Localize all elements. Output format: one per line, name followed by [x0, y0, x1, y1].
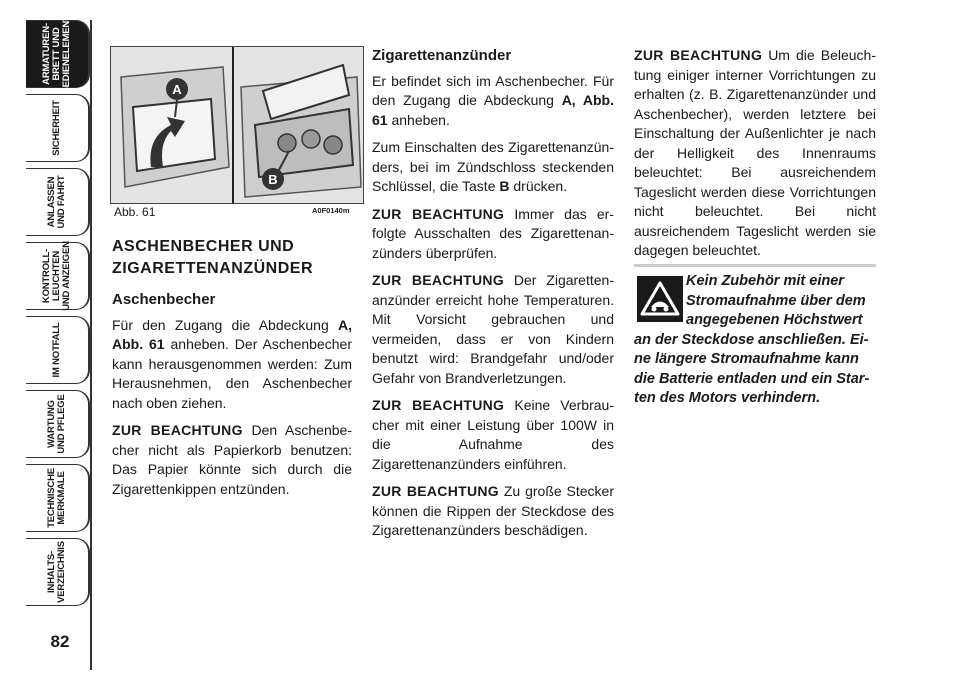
note-keyword: ZUR BEACHTUNG	[372, 272, 504, 288]
warning-text: Kein Zubehör mit einer Stromaufnahme über dem angegebenen Höchstwert an der Steckdose anschließen. Eine längere Stromaufnahme kann die Batterie entladen und ein Starten des Motors verhindern.	[634, 273, 870, 406]
column-1	[112, 236, 352, 507]
subheading-zigarettenanzuender: Zigarettenanzünder	[372, 47, 512, 64]
column-2	[372, 46, 614, 549]
button-reference: B	[499, 178, 510, 194]
figure-caption: Abb. 61	[114, 205, 156, 219]
note-keyword: ZUR BEACHTUNG	[372, 483, 499, 499]
section-heading: ASCHENBECHER UND ZIGARETTENANZÜNDER	[112, 238, 313, 277]
column-3	[634, 46, 876, 269]
note-keyword: ZUR BEACHTUNG	[634, 47, 763, 63]
paragraph	[372, 72, 614, 131]
paragraph	[372, 271, 614, 388]
paragraph	[634, 46, 876, 261]
text: anheben.	[387, 111, 450, 128]
figure-reference: A, Abb. 61	[372, 92, 614, 128]
warning-rule	[634, 264, 876, 267]
paragraph	[112, 421, 352, 499]
text: anheben. Der Aschenbecher kann herausgenommen werden: Zum Herausnehmen, den Aschenbecher nach oben ziehen.	[112, 336, 352, 411]
sidebar-divider	[90, 20, 92, 670]
paragraph	[372, 138, 614, 197]
figure-reference: A, Abb. 61	[112, 316, 352, 352]
paragraph	[372, 396, 614, 474]
tab-label: WARTUNG UND PFLEGE	[46, 394, 67, 454]
paragraph	[372, 482, 614, 541]
figure-code: A0F0140m	[312, 206, 350, 215]
text: Zu große Stecker können die Rippen der Steckdose des Zigarettenanzünders beschädigen.	[372, 483, 614, 538]
tab-label: KONTROLL- LEUCHTEN UND ANZEIGEN	[41, 241, 72, 311]
callout-b: B	[268, 172, 278, 187]
warning-box	[634, 272, 876, 409]
text: Für den Zugang die Abdeckung	[112, 316, 338, 333]
tab-wartung[interactable]	[26, 390, 90, 458]
subheading-aschenbecher: Aschenbecher	[112, 291, 216, 308]
text: Zum Einschalten des Zigarettenanzünders, bei im Zündschloss steckenden Schlüssel, die Taste	[372, 139, 614, 194]
paragraph	[372, 205, 614, 264]
figure-ashtray	[110, 46, 364, 204]
tab-label: ARMATUREN- BRETT UND BEDIENELEMENTE	[41, 9, 72, 94]
chapter-tabs	[26, 9, 90, 620]
tab-label: ANLASSEN UND FAHRT	[46, 175, 67, 229]
text: Den Aschenbecher nicht als Papierkorb benutzen: Das Papier könnte sich durch die Zigarettenkippen entzünden.	[112, 422, 352, 497]
page-number: 82	[50, 632, 70, 651]
tab-label: INHALTS- VERZEICHNIS	[46, 541, 67, 603]
text: Um die Beleuchtung einiger interner Vorrichtungen zu erhalten (z. B. Zigarettenanzünder und Aschenbecher), werden letztere bei Einschaltung der Außenlichter je nach der Helligkeit des Innenraums beleuchtet: Bei ausreichendem Tageslicht werden diese Vorrichtungen nicht beleuchtet. Bei nicht ausreichendem Tageslicht werden sie dagegen beleuchtet.	[634, 47, 876, 258]
tab-label: TECHNISCHE MERKMALE	[46, 468, 67, 528]
note-keyword: ZUR BEACHTUNG	[372, 205, 505, 222]
note-keyword: ZUR BEACHTUNG	[372, 397, 505, 413]
text: drücken.	[509, 178, 568, 194]
ashtray-illustration	[111, 47, 364, 204]
callout-a: A	[172, 82, 182, 97]
text: Er befindet sich im Aschenbecher. Für den Zugang die Abdeckung	[372, 72, 614, 108]
tab-armaturenbrett[interactable]	[26, 9, 90, 94]
tab-anlassen[interactable]	[26, 168, 90, 236]
paragraph	[112, 316, 352, 414]
tab-label: SICHERHEIT	[51, 100, 62, 156]
tab-kontrollleuchten[interactable]	[26, 242, 90, 310]
text: Immer das erfolgte Ausschalten des Zigarettenanzünders überprüfen.	[372, 205, 614, 261]
text: Der Zigarettenanzünder erreicht hohe Temperaturen. Mit Vorsicht gebrauchen und vermeiden, dass er von Kindern benutzt wird: Brandgefahr und/oder Gefahr von Brandverletzungen.	[372, 272, 614, 386]
tab-inhaltsverzeichnis[interactable]	[26, 538, 90, 606]
tab-im-notfall[interactable]	[26, 316, 90, 384]
note-keyword: ZUR BEACHTUNG	[112, 422, 243, 438]
text: Keine Verbraucher mit einer Leistung über 100W in die Aufnahme des Zigarettenanzünders einführen.	[372, 397, 614, 472]
tab-label: IM NOTFALL	[51, 322, 62, 378]
tab-sicherheit[interactable]	[26, 94, 90, 162]
tab-technische-merkmale[interactable]	[26, 464, 90, 532]
